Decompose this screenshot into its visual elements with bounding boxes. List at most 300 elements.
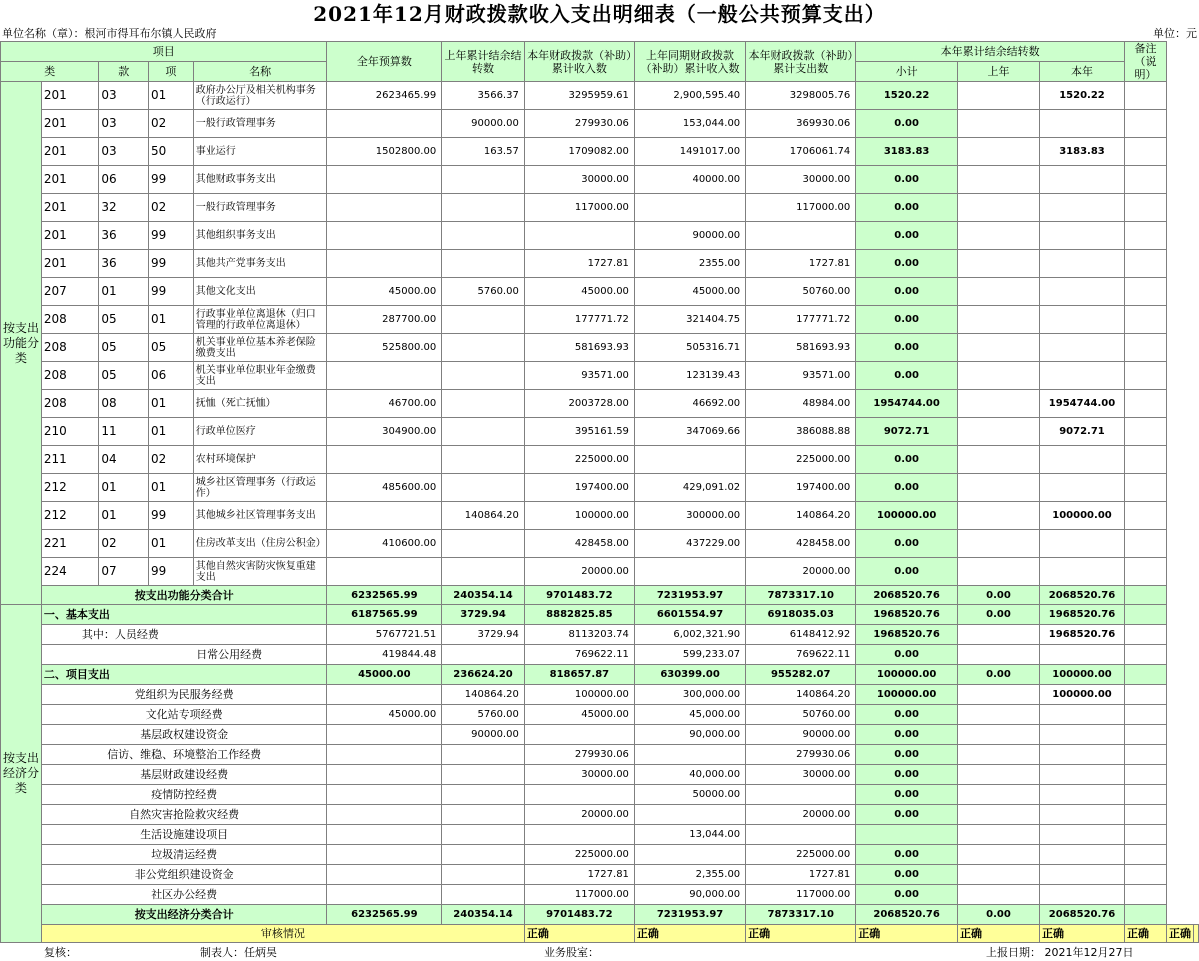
income-cell: 818657.87 (524, 665, 634, 685)
prev-cell: 3729.94 (442, 605, 525, 625)
remark-cell (1124, 845, 1166, 865)
prev-year-cell (957, 446, 1039, 474)
budget-cell: 304900.00 (327, 418, 442, 446)
kuan-cell: 36 (99, 222, 149, 250)
prev-year-cell (957, 502, 1039, 530)
budget-cell (327, 110, 442, 138)
prev-year-cell (957, 745, 1039, 765)
same-period-cell: 153,044.00 (634, 110, 745, 138)
remark-cell (1124, 530, 1166, 558)
income-cell: 279930.06 (524, 110, 634, 138)
income-cell: 1727.81 (524, 865, 634, 885)
kuan-cell: 05 (99, 306, 149, 334)
audit-result-cell: 正确 (746, 925, 856, 943)
expense-cell: 140864.20 (746, 502, 856, 530)
same-period-cell (634, 446, 745, 474)
income-cell: 581693.93 (524, 334, 634, 362)
subtotal-cell: 0.00 (856, 194, 958, 222)
prev-balance-cell (442, 306, 525, 334)
budget-cell (327, 685, 442, 705)
subtotal-cell: 0.00 (856, 446, 958, 474)
subtotal-cell: 100000.00 (856, 685, 958, 705)
prev-balance-cell (442, 558, 525, 586)
prev_year-total-cell: 0.00 (957, 905, 1039, 925)
this-year-cell (1040, 845, 1125, 865)
remark-cell (1124, 605, 1166, 625)
prev-year-cell (957, 558, 1039, 586)
header-kuan: 款 (99, 62, 149, 82)
xiang-cell: 05 (148, 334, 193, 362)
expense-cell: 20000.00 (746, 805, 856, 825)
lei-cell: 208 (41, 362, 99, 390)
prev-balance-cell (442, 418, 525, 446)
header-lei: 类 (1, 62, 99, 82)
xiang-cell: 99 (148, 278, 193, 306)
expense-cell: 225000.00 (746, 446, 856, 474)
economic-label-cell: 文化站专项经费 (41, 705, 327, 725)
xiang-cell: 01 (148, 306, 193, 334)
prev-year-cell (957, 805, 1039, 825)
subtotal-cell: 1968520.76 (856, 605, 958, 625)
this-year-cell (1040, 250, 1125, 278)
expense-cell: 3298005.76 (746, 82, 856, 110)
this-year-cell (1040, 885, 1125, 905)
prev-year-cell (957, 785, 1039, 805)
item-name-cell: 一般行政管理事务 (193, 194, 327, 222)
kuan-cell: 36 (99, 250, 149, 278)
budget-cell: 525800.00 (327, 334, 442, 362)
this_year-total-cell: 2068520.76 (1040, 905, 1125, 925)
expense-cell: 48984.00 (746, 390, 856, 418)
expense-cell: 197400.00 (746, 474, 856, 502)
remark-cell (1124, 306, 1166, 334)
page-title: 2021年12月财政拨款收入支出明细表（一般公共预算支出） (313, 2, 886, 26)
this-year-cell: 3183.83 (1040, 138, 1125, 166)
prev-balance-cell: 5760.00 (442, 705, 525, 725)
expense-cell: 1706061.74 (746, 138, 856, 166)
remark-cell (1124, 805, 1166, 825)
economic-label-cell: 自然灾害抢险救灾经费 (41, 805, 327, 825)
item-name-cell: 其他文化支出 (193, 278, 327, 306)
table-row (1, 390, 1199, 418)
subtotal-cell: 0.00 (856, 785, 958, 805)
this-year-cell (1040, 785, 1125, 805)
expense-cell: 428458.00 (746, 530, 856, 558)
remark-cell (1124, 725, 1166, 745)
same-period-cell: 300,000.00 (634, 685, 745, 705)
audit-result-cell: 正确 (1040, 925, 1125, 943)
budget-cell (327, 825, 442, 845)
table-row (1, 166, 1199, 194)
remark-cell (1124, 558, 1166, 586)
xiang-cell: 01 (148, 390, 193, 418)
prev-balance-cell (442, 166, 525, 194)
table-row (1, 446, 1199, 474)
prev-balance-cell (442, 222, 525, 250)
expense-cell: 177771.72 (746, 306, 856, 334)
remark-cell (1124, 785, 1166, 805)
same-period-cell (634, 745, 745, 765)
prev-year-cell (957, 825, 1039, 845)
item-name-cell: 行政事业单位离退休（归口管理的行政单位离退休） (193, 306, 327, 334)
prev-balance-cell (442, 645, 525, 665)
header-prev-year: 上年 (957, 62, 1039, 82)
functional-total-row (1, 586, 1199, 605)
this-year-cell (1040, 222, 1125, 250)
economic-label-cell: 疫情防控经费 (41, 785, 327, 805)
subtotal-cell: 0.00 (856, 474, 958, 502)
income-cell: 30000.00 (524, 166, 634, 194)
remark-cell (1124, 166, 1166, 194)
same-period-cell: 40000.00 (634, 166, 745, 194)
prev-balance-cell (442, 250, 525, 278)
this-year-cell (1040, 194, 1125, 222)
same-period-cell: 123139.43 (634, 362, 745, 390)
header-name: 名称 (193, 62, 327, 82)
item-name-cell: 其他财政事务支出 (193, 166, 327, 194)
kuan-cell: 01 (99, 278, 149, 306)
item-name-cell: 农村环境保护 (193, 446, 327, 474)
footer-report-date: 上报日期： 2021年12月27日 (986, 946, 1134, 959)
this-year-cell (1040, 745, 1125, 765)
prev-total-cell: 240354.14 (442, 586, 525, 605)
budget-cell (327, 222, 442, 250)
income-cell: 197400.00 (524, 474, 634, 502)
subtotal-cell: 0.00 (856, 865, 958, 885)
same-period-cell: 6,002,321.90 (634, 625, 745, 645)
table-row (1, 625, 1199, 645)
economic-total-row (1, 905, 1199, 925)
remark-cell (1124, 82, 1166, 110)
prev-balance-cell (442, 745, 525, 765)
economic-label-cell: 非公党组织建设资金 (41, 865, 327, 885)
prev-year-cell (957, 390, 1039, 418)
budget-cell: 6187565.99 (327, 605, 442, 625)
income-cell: 769622.11 (524, 645, 634, 665)
prev-year-cell (957, 685, 1039, 705)
subtotal-cell: 0.00 (856, 278, 958, 306)
expense-cell: 20000.00 (746, 558, 856, 586)
kuan-cell: 11 (99, 418, 149, 446)
same-period-cell: 437229.00 (634, 530, 745, 558)
income-cell: 8113203.74 (524, 625, 634, 645)
audit-result-cell: 正确 (1167, 925, 1194, 943)
remark-cell (1124, 446, 1166, 474)
remark-cell (1124, 194, 1166, 222)
same-period-cell: 321404.75 (634, 306, 745, 334)
remark-cell (1124, 705, 1166, 725)
prev-balance-cell: 3566.37 (442, 82, 525, 110)
prev-total-cell: 240354.14 (442, 905, 525, 925)
lei-cell: 201 (41, 166, 99, 194)
lei-cell: 208 (41, 390, 99, 418)
prev-balance-cell (442, 474, 525, 502)
header-cur-expense: 本年财政拨款（补助）累计支出数 (746, 42, 856, 82)
prev-balance-cell: 163.57 (442, 138, 525, 166)
footer-review: 复核： (44, 946, 77, 959)
same-period-cell: 300000.00 (634, 502, 745, 530)
this-year-cell: 1520.22 (1040, 82, 1125, 110)
economic-label-cell: 信访、维稳、环境整治工作经费 (41, 745, 327, 765)
budget-cell: 45000.00 (327, 705, 442, 725)
prev-year-cell (957, 418, 1039, 446)
same-period-cell: 45000.00 (634, 278, 745, 306)
same-period-cell: 13,044.00 (634, 825, 745, 845)
economic-label-cell: 垃圾清运经费 (41, 845, 327, 865)
item-name-cell: 一般行政管理事务 (193, 110, 327, 138)
income-cell: 428458.00 (524, 530, 634, 558)
prev-year-cell (957, 725, 1039, 745)
prev-balance-cell (442, 765, 525, 785)
kuan-cell: 05 (99, 362, 149, 390)
expense-cell: 581693.93 (746, 334, 856, 362)
prev-year-cell (957, 250, 1039, 278)
income-cell: 225000.00 (524, 845, 634, 865)
table-row (1, 645, 1199, 665)
remark-cell (1124, 110, 1166, 138)
kuan-cell: 01 (99, 502, 149, 530)
income-cell: 45000.00 (524, 705, 634, 725)
same-period-cell (634, 558, 745, 586)
remark-cell (1124, 865, 1166, 885)
lei-cell: 212 (41, 474, 99, 502)
budget-cell (327, 785, 442, 805)
table-row (1, 334, 1199, 362)
remark-cell (1124, 885, 1166, 905)
expense-cell: 30000.00 (746, 166, 856, 194)
prev-balance-cell (442, 194, 525, 222)
same-period-cell: 90000.00 (634, 222, 745, 250)
income-cell: 225000.00 (524, 446, 634, 474)
subtotal-cell: 0.00 (856, 765, 958, 785)
lei-cell: 201 (41, 110, 99, 138)
xiang-cell: 01 (148, 82, 193, 110)
this-year-cell (1040, 474, 1125, 502)
prev-year-cell (957, 530, 1039, 558)
item-name-cell: 抚恤（死亡抚恤） (193, 390, 327, 418)
lei-cell: 212 (41, 502, 99, 530)
table-row (1, 278, 1199, 306)
income-cell: 20000.00 (524, 558, 634, 586)
prev-balance-cell (442, 845, 525, 865)
subtotal-cell: 9072.71 (856, 418, 958, 446)
income-cell: 8882825.85 (524, 605, 634, 625)
audit-result-cell: 正确 (634, 925, 745, 943)
this-year-cell (1040, 645, 1125, 665)
budget-cell (327, 885, 442, 905)
header-budget: 全年预算数 (327, 42, 442, 82)
table-row (1, 418, 1199, 446)
same-period-cell: 45,000.00 (634, 705, 745, 725)
side-label-economic: 按支出经济分类 (1, 605, 42, 943)
header-this-year: 本年 (1040, 62, 1125, 82)
expense-total-cell: 7873317.10 (746, 905, 856, 925)
this_year-total-cell: 2068520.76 (1040, 586, 1125, 605)
budget-total-cell: 6232565.99 (327, 905, 442, 925)
economic-label-cell: 其中：人员经费 (41, 625, 327, 645)
remark-cell (1124, 502, 1166, 530)
subtotal-cell: 1968520.76 (856, 625, 958, 645)
xiang-cell: 01 (148, 418, 193, 446)
expense-cell: 955282.07 (746, 665, 856, 685)
subtotal-cell: 100000.00 (856, 502, 958, 530)
this-year-cell (1040, 110, 1125, 138)
same-period-cell: 347069.66 (634, 418, 745, 446)
table-row (1, 306, 1199, 334)
xiang-cell: 99 (148, 502, 193, 530)
subtotal-cell: 0.00 (856, 805, 958, 825)
budget-cell: 2623465.99 (327, 82, 442, 110)
this-year-cell: 9072.71 (1040, 418, 1125, 446)
this-year-cell: 100000.00 (1040, 502, 1125, 530)
remark-cell (1194, 925, 1199, 943)
income-cell (524, 725, 634, 745)
prev-year-cell (957, 765, 1039, 785)
subtotal-cell: 1520.22 (856, 82, 958, 110)
same-cell: 630399.00 (634, 665, 745, 685)
expense-total-cell: 7873317.10 (746, 586, 856, 605)
kuan-cell: 03 (99, 82, 149, 110)
item-name-cell: 住房改革支出（住房公积金） (193, 530, 327, 558)
item-name-cell: 政府办公厅及相关机构事务（行政运行） (193, 82, 327, 110)
xiang-cell: 50 (148, 138, 193, 166)
this-year-cell (1040, 705, 1125, 725)
table-row (1, 825, 1199, 845)
prev-balance-cell: 90000.00 (442, 725, 525, 745)
expense-cell (746, 785, 856, 805)
this-year-cell: 1968520.76 (1040, 625, 1125, 645)
prev-balance-cell (442, 362, 525, 390)
subtotal-cell: 0.00 (856, 362, 958, 390)
budget-cell (327, 446, 442, 474)
lei-cell: 207 (41, 278, 99, 306)
header-balance-group: 本年累计结余结转数 (856, 42, 1125, 62)
item-name-cell: 其他组织事务支出 (193, 222, 327, 250)
prev-year-cell (957, 138, 1039, 166)
prev-year-cell (957, 474, 1039, 502)
income-cell (524, 785, 634, 805)
prev_year-total-cell: 0.00 (957, 586, 1039, 605)
prev-year-cell (957, 278, 1039, 306)
same-period-cell: 50000.00 (634, 785, 745, 805)
prev-year-cell (957, 362, 1039, 390)
this_year-cell: 100000.00 (1040, 665, 1125, 685)
subtotal-cell: 0.00 (856, 885, 958, 905)
xiang-cell: 99 (148, 222, 193, 250)
subtotal-cell: 0.00 (856, 334, 958, 362)
subtotal-cell: 1954744.00 (856, 390, 958, 418)
kuan-cell: 07 (99, 558, 149, 586)
table-row (1, 805, 1199, 825)
same-period-cell: 2355.00 (634, 250, 745, 278)
economic-label-cell: 基层财政建设经费 (41, 765, 327, 785)
xiang-cell: 01 (148, 474, 193, 502)
xiang-cell: 99 (148, 166, 193, 194)
item-name-cell: 机关事业单位基本养老保险缴费支出 (193, 334, 327, 362)
table-row (1, 82, 1199, 110)
table-row (1, 845, 1199, 865)
remark-cell (1124, 665, 1166, 685)
table-row (1, 885, 1199, 905)
expense-cell: 1727.81 (746, 865, 856, 885)
audit-result-cell: 正确 (856, 925, 958, 943)
income-cell: 2003728.00 (524, 390, 634, 418)
subtotal-cell: 100000.00 (856, 665, 958, 685)
remark-cell (1124, 138, 1166, 166)
economic-label-cell: 社区办公经费 (41, 885, 327, 905)
prev_year-cell: 0.00 (957, 605, 1039, 625)
expense-cell: 90000.00 (746, 725, 856, 745)
expense-cell: 50760.00 (746, 705, 856, 725)
budget-cell: 45000.00 (327, 665, 442, 685)
this-year-cell (1040, 306, 1125, 334)
item-name-cell: 其他城乡社区管理事务支出 (193, 502, 327, 530)
table-row (1, 530, 1199, 558)
prev-year-cell (957, 705, 1039, 725)
budget-cell (327, 250, 442, 278)
remark-cell (1124, 362, 1166, 390)
header-subtotal: 小计 (856, 62, 958, 82)
prev-balance-cell (442, 825, 525, 845)
budget-cell: 1502800.00 (327, 138, 442, 166)
same-total-cell: 7231953.97 (634, 586, 745, 605)
subtotal-cell: 0.00 (856, 705, 958, 725)
kuan-cell: 01 (99, 474, 149, 502)
remark-cell (1124, 390, 1166, 418)
this-year-cell (1040, 362, 1125, 390)
prev-balance-cell (442, 334, 525, 362)
kuan-cell: 08 (99, 390, 149, 418)
same-period-cell: 90,000.00 (634, 725, 745, 745)
this-year-cell (1040, 334, 1125, 362)
unit-name: 单位名称（章）：根河市得耳布尔镇人民政府 (2, 27, 217, 40)
remark-cell (1124, 586, 1166, 605)
remark-cell (1124, 334, 1166, 362)
subtotal-cell: 0.00 (856, 725, 958, 745)
kuan-cell: 06 (99, 166, 149, 194)
income-cell: 20000.00 (524, 805, 634, 825)
subtotal-total-cell: 2068520.76 (856, 905, 958, 925)
subtotal-cell: 0.00 (856, 645, 958, 665)
expense-cell: 6148412.92 (746, 625, 856, 645)
expense-cell: 140864.20 (746, 685, 856, 705)
remark-cell (1124, 250, 1166, 278)
expense-cell: 117000.00 (746, 194, 856, 222)
budget-cell: 5767721.51 (327, 625, 442, 645)
budget-cell: 45000.00 (327, 278, 442, 306)
subtotal-cell: 0.00 (856, 745, 958, 765)
expense-cell: 30000.00 (746, 765, 856, 785)
lei-cell: 201 (41, 250, 99, 278)
table-row (1, 605, 1199, 625)
budget-cell (327, 194, 442, 222)
xiang-cell: 02 (148, 110, 193, 138)
income-cell: 279930.06 (524, 745, 634, 765)
table-row (1, 665, 1199, 685)
prev-balance-cell: 140864.20 (442, 502, 525, 530)
expense-cell: 6918035.03 (746, 605, 856, 625)
audit-result-cell: 正确 (524, 925, 634, 943)
table-row (1, 474, 1199, 502)
expense-cell: 369930.06 (746, 110, 856, 138)
remark-cell (1124, 685, 1166, 705)
table-row (1, 250, 1199, 278)
budget-cell: 46700.00 (327, 390, 442, 418)
lei-cell: 201 (41, 82, 99, 110)
this-year-cell (1040, 446, 1125, 474)
income-cell: 30000.00 (524, 765, 634, 785)
this-year-cell (1040, 725, 1125, 745)
